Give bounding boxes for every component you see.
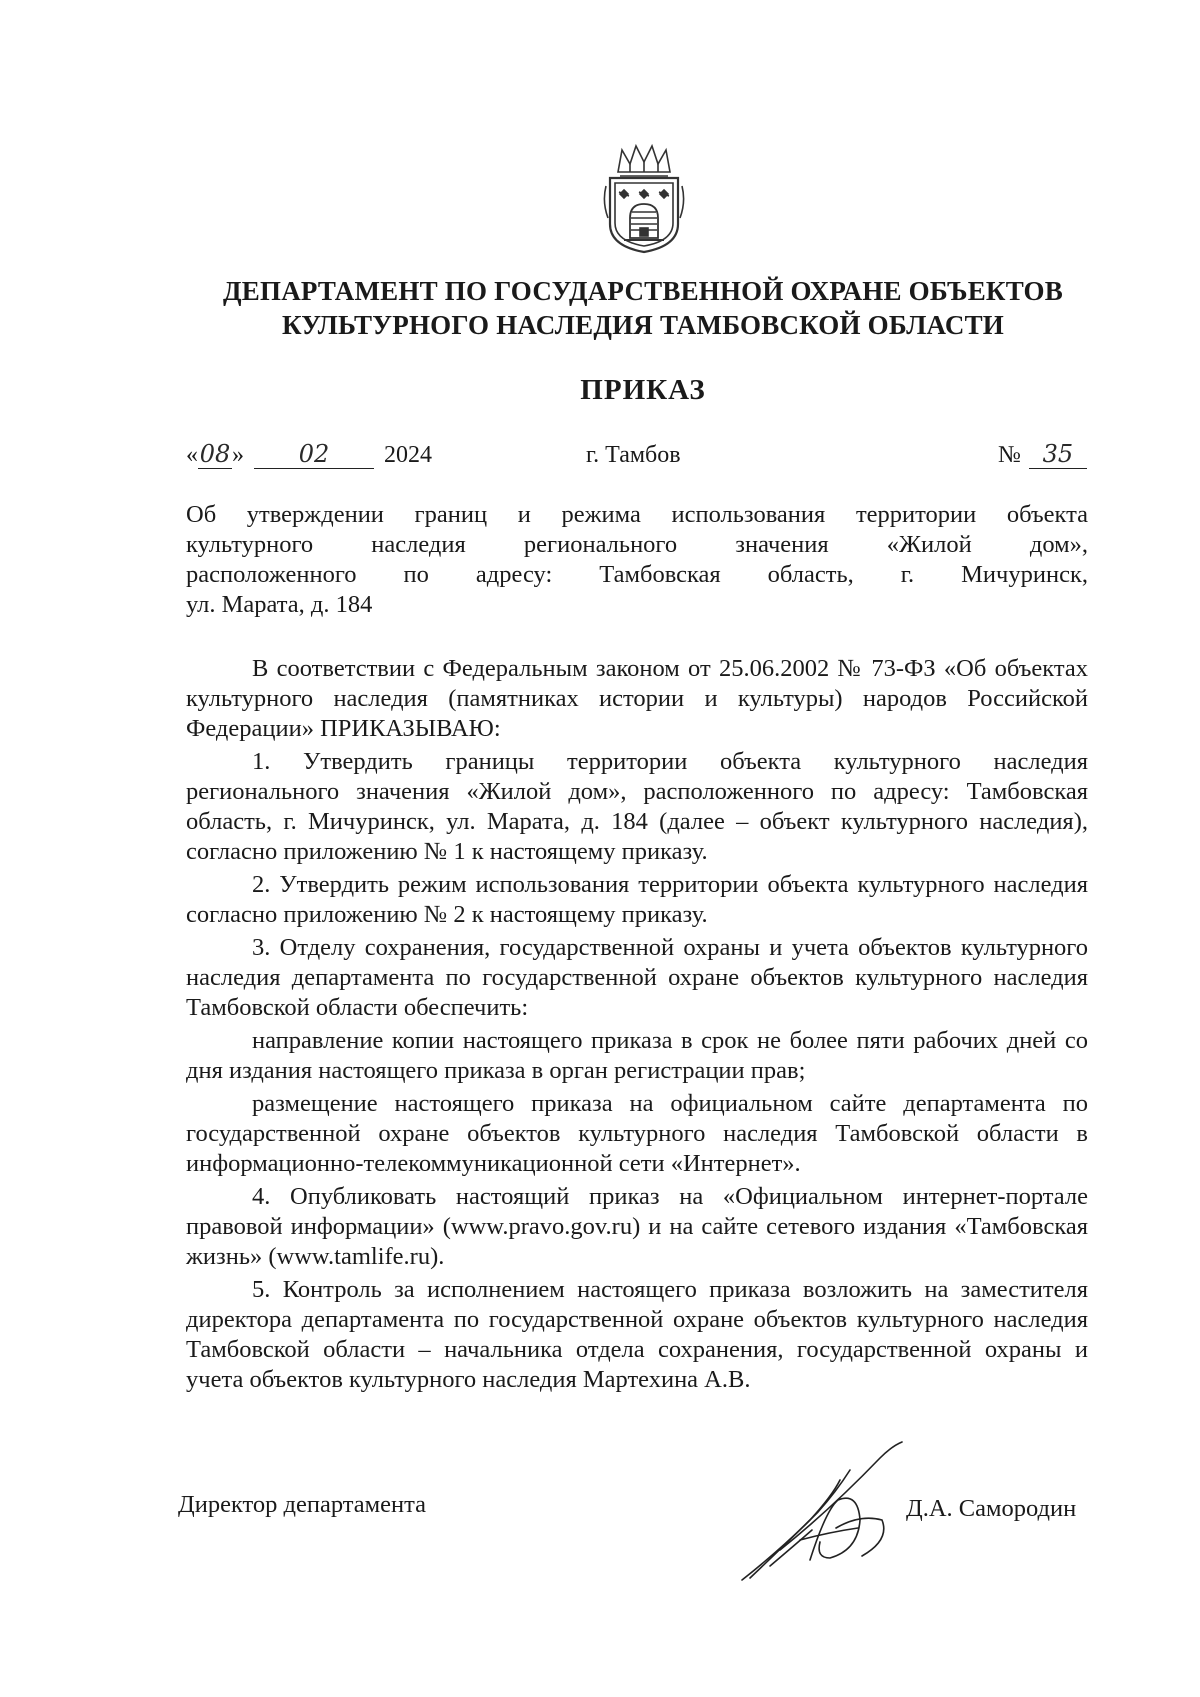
order-body <box>186 654 1088 1398</box>
coat-of-arms-icon <box>600 142 688 254</box>
preamble: В соответствии с Федеральным законом от 25.06.2002 № 73-ФЗ «Об объектах культурного наследия (памятниках истории и культуры) народов Российской Федерации» ПРИКАЗЫВАЮ: <box>186 655 1088 742</box>
date-year: 2024 <box>384 442 432 468</box>
order-number-label: № <box>998 442 1021 468</box>
order-item-3-subitem: размещение настоящего приказа на официальном сайте департамента по государственной охране объектов культурного наследия Тамбовской области в информационно-телекоммуникационной сети «Интернет». <box>186 1090 1088 1177</box>
date-day: 08 <box>199 440 231 468</box>
subject-line: ул. Марата, д. 184 <box>186 591 373 618</box>
signatory-name: Д.А. Самородин <box>906 1495 1077 1522</box>
order-number: 35 <box>1029 440 1087 469</box>
order-subject <box>186 500 1088 620</box>
order-item-5: 5. Контроль за исполнением настоящего приказа возложить на заместителя директора департамента по государственной охране объектов культурного наследия Тамбовской области – начальника отдела сохранения, государственной охраны и учета объектов культурного наследия Мартехина А.В. <box>186 1276 1088 1393</box>
subject-line: культурного наследия регионального значения «Жилой дом», <box>186 531 1088 558</box>
order-number-field <box>998 440 1087 470</box>
city: г. Тамбов <box>586 442 681 468</box>
order-item-1: 1. Утвердить границы территории объекта культурного наследия регионального значения «Жилой дом», расположенного по адресу: Тамбовская область, г. Мичуринск, ул. Марата, д. 184 (далее – объект культурного наследия), согласно приложению № 1 к настоящему приказу. <box>186 748 1088 865</box>
handwritten-signature <box>740 1440 910 1590</box>
order-item-3-subitem: направление копии настоящего приказа в срок не более пяти рабочих дней со дня издания настоящего приказа в орган регистрации прав; <box>186 1027 1088 1084</box>
subject-line: Об утверждении границ и режима использования территории объекта <box>186 501 1088 528</box>
date-quote-close: » <box>232 442 244 468</box>
subject-line: расположенного по адресу: Тамбовская область, г. Мичуринск, <box>186 561 1088 588</box>
order-item-3: 3. Отделу сохранения, государственной охраны и учета объектов культурного наследия департамента по государственной охране объектов культурного наследия Тамбовской области обеспечить: <box>186 934 1088 1021</box>
order-item-2: 2. Утвердить режим использования территории объекта культурного наследия согласно приложению № 2 к настоящему приказу. <box>186 871 1088 928</box>
date-month: 02 <box>254 440 374 469</box>
date-quote-open: « <box>186 442 198 468</box>
order-item-4: 4. Опубликовать настоящий приказ на «Официальном интернет-портале правовой информации» (www.pravo.gov.ru) и на сайте сетевого издания «Тамбовская жизнь» (www.tamlife.ru). <box>186 1183 1088 1270</box>
department-name-line-2: КУЛЬТУРНОГО НАСЛЕДИЯ ТАМБОВСКОЙ ОБЛАСТИ <box>282 310 1004 340</box>
department-name-line-1: ДЕПАРТАМЕНТ ПО ГОСУДАРСТВЕННОЙ ОХРАНЕ ОБЪЕКТОВ <box>223 276 1063 306</box>
document-title: ПРИКАЗ <box>580 374 706 406</box>
date-field <box>186 440 432 470</box>
signatory-role: Директор департамента <box>178 1491 427 1518</box>
